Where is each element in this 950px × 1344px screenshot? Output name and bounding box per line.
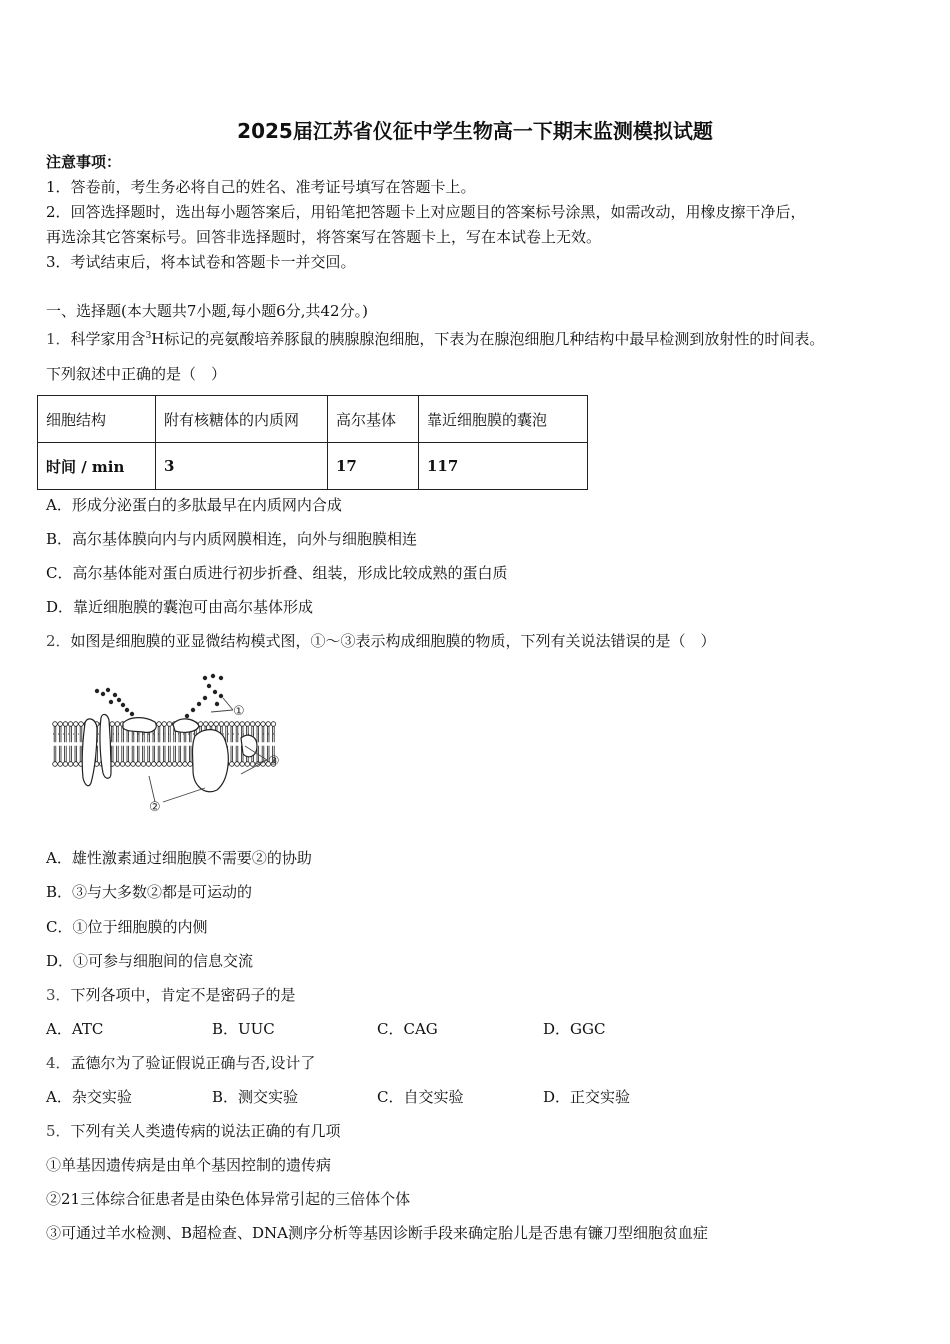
phospholipid-tail	[111, 726, 113, 742]
phospholipid-head	[230, 722, 235, 727]
phospholipid-head	[250, 722, 255, 727]
phospholipid-tail	[169, 746, 171, 762]
glycan-chains	[95, 674, 223, 718]
option-d[interactable]: D．正交实验	[543, 1088, 631, 1106]
table-header-cell: 靠近细胞膜的囊泡	[419, 396, 588, 443]
table-cell: 时间 / min	[38, 443, 156, 490]
phospholipid-head	[115, 762, 120, 767]
phospholipid-head	[167, 722, 172, 727]
phospholipid-head	[53, 762, 58, 767]
cell-membrane-figure	[45, 668, 295, 818]
phospholipid-tail	[80, 746, 82, 762]
phospholipid-head	[240, 722, 245, 727]
option-a[interactable]: A．雄性激素通过细胞膜不需要②的协助	[46, 849, 312, 867]
phospholipid-tail	[75, 726, 77, 742]
phospholipid-head	[261, 722, 266, 727]
phospholipid-head	[188, 762, 193, 767]
phospholipid-head	[230, 762, 235, 767]
phospholipid-head	[131, 762, 136, 767]
note-item: 2．回答选择题时，选出每小题答案后，用铅笔把答题卡上对应题目的答案标号涂黑，如需改动，用橡皮擦干净后，	[46, 203, 806, 221]
question-4-stem-text: 孟德尔为了验证假说正确与否,设计了	[70, 1054, 316, 1072]
phospholipid-head	[136, 762, 141, 767]
option-c[interactable]: C．自交实验	[377, 1088, 464, 1106]
phospholipid-head	[58, 762, 63, 767]
phospholipid-tail	[163, 726, 165, 742]
phospholipid-head	[219, 722, 224, 727]
phospholipid-tail	[122, 746, 124, 762]
notes-heading: 注意事项：	[46, 153, 122, 171]
option-c[interactable]: C．CAG	[377, 1020, 438, 1038]
statement-item: ①单基因遗传病是由单个基因控制的遗传病	[46, 1156, 332, 1174]
phospholipid-head	[74, 762, 79, 767]
phospholipid-head	[204, 722, 209, 727]
option-c[interactable]: C．①位于细胞膜的内侧	[46, 918, 208, 936]
peripheral-protein	[241, 735, 257, 757]
phospholipid-head	[146, 762, 151, 767]
phospholipid-tail	[70, 726, 72, 742]
phospholipid-head	[245, 762, 250, 767]
statement-item: ③可通过羊水检测、B超检查、DNA测序分析等基因诊断手段来确定胎儿是否患有镰刀型细胞贫血症	[46, 1224, 709, 1242]
phospholipid-head	[183, 762, 188, 767]
phospholipid-tail	[163, 746, 165, 762]
phospholipid-tail	[231, 726, 233, 742]
timing-table	[37, 395, 588, 490]
option-b[interactable]: B．高尔基体膜向内与内质网膜相连，向外与细胞膜相连	[46, 530, 418, 548]
superscript: 3	[145, 331, 152, 341]
label-1: ①	[233, 704, 245, 719]
question-number: 1．	[46, 330, 71, 348]
phospholipid-head	[58, 722, 63, 727]
question-number: 5．	[46, 1122, 71, 1140]
phospholipid-head	[63, 722, 68, 727]
phospholipid-tail	[59, 746, 61, 762]
phospholipid-head	[235, 762, 240, 767]
phospholipid-head	[235, 722, 240, 727]
phospholipid-head	[224, 722, 229, 727]
question-5-stem	[46, 1121, 341, 1141]
phospholipid-tail	[75, 746, 77, 762]
phospholipid-tail	[117, 726, 119, 742]
phospholipid-head	[152, 762, 157, 767]
question-2-stem-text: 如图是细胞膜的亚显微结构模式图，①～③表示构成细胞膜的物质，下列有关说法错误的是（ ）	[70, 632, 716, 650]
option-a[interactable]: A．形成分泌蛋白的多肽最早在内质网内合成	[46, 496, 342, 514]
phospholipid-head	[157, 762, 162, 767]
question-number: 3．	[46, 986, 71, 1004]
question-number: 4．	[46, 1054, 71, 1072]
phospholipid-tail	[143, 746, 145, 762]
phospholipid-tail	[54, 746, 56, 762]
question-5-stem-text: 下列有关人类遗传病的说法正确的有几项	[70, 1122, 341, 1140]
phospholipid-tail	[236, 746, 238, 762]
label-3: ③	[268, 754, 280, 769]
phospholipid-tail	[153, 746, 155, 762]
phospholipid-head	[68, 722, 73, 727]
phospholipid-head	[162, 762, 167, 767]
question-4-stem	[46, 1053, 315, 1073]
phospholipid-tail	[148, 746, 150, 762]
question-1-stem	[46, 326, 824, 349]
option-d[interactable]: D．①可参与细胞间的信息交流	[46, 952, 254, 970]
note-item: 再选涂其它答案标号。回答非选择题时，将答案写在答题卡上，写在本试卷上无效。	[46, 228, 602, 246]
phospholipid-tail	[127, 746, 129, 762]
phospholipid-head	[68, 762, 73, 767]
note-item: 3．考试结束后，将本试卷和答题卡一并交回。	[46, 253, 356, 271]
phospholipid-tail	[226, 726, 228, 742]
phospholipid-head	[209, 722, 214, 727]
question-2-stem	[46, 631, 716, 651]
option-b[interactable]: B．③与大多数②都是可运动的	[46, 883, 253, 901]
option-a[interactable]: A．ATC	[46, 1020, 104, 1038]
question-1-stem-part: 科学家用含	[70, 330, 146, 348]
integral-protein	[193, 730, 229, 792]
phospholipid-head	[110, 722, 115, 727]
phospholipid-head	[126, 762, 131, 767]
table-header-cell: 细胞结构	[38, 396, 156, 443]
phospholipid-head	[74, 722, 79, 727]
phospholipid-head	[271, 722, 276, 727]
channel-protein	[100, 714, 111, 778]
phospholipid-head	[214, 722, 219, 727]
phospholipid-head	[172, 762, 177, 767]
phospholipid-tail	[174, 746, 176, 762]
phospholipid-tail	[158, 746, 160, 762]
phospholipid-tail	[169, 726, 171, 742]
phospholipid-tail	[54, 726, 56, 742]
peripheral-protein	[123, 718, 156, 733]
phospholipid-head	[178, 762, 183, 767]
phospholipid-tail	[59, 726, 61, 742]
note-item: 1．答卷前，考生务必将自己的姓名、准考证号填写在答题卡上。	[46, 178, 476, 196]
phospholipid-tail	[70, 746, 72, 762]
phospholipid-tail	[137, 746, 139, 762]
phospholipid-head	[120, 762, 125, 767]
phospholipid-tail	[184, 746, 186, 762]
phospholipid-head	[167, 762, 172, 767]
phospholipid-tail	[65, 726, 67, 742]
statement-item: ②21三体综合征患者是由染色体异常引起的三倍体个体	[46, 1190, 411, 1208]
table-cell: 17	[328, 443, 419, 490]
phospholipid-tail	[262, 746, 264, 762]
question-number: 2．	[46, 632, 71, 650]
phospholipid-tail	[231, 746, 233, 762]
phospholipid-head	[240, 762, 245, 767]
option-c[interactable]: C．高尔基体能对蛋白质进行初步折叠、组装，形成比较成熟的蛋白质	[46, 564, 508, 582]
phospholipid-head	[162, 722, 167, 727]
phospholipid-tail	[236, 726, 238, 742]
option-b[interactable]: B．UUC	[212, 1020, 275, 1038]
page-title: 2025届江苏省仪征中学生物高一下期末监测模拟试题	[237, 119, 713, 143]
section-heading: 一、选择题(本大题共7小题,每小题6分,共42分。)	[46, 302, 368, 320]
phospholipid-head	[63, 762, 68, 767]
phospholipid-tail	[132, 746, 134, 762]
question-3-stem	[46, 985, 296, 1005]
phospholipid-tail	[179, 746, 181, 762]
phospholipid-tail	[189, 746, 191, 762]
table-header-cell: 高尔基体	[328, 396, 419, 443]
question-1-stem-2: 下列叙述中正确的是（ ）	[46, 365, 227, 383]
phospholipid-head	[141, 762, 146, 767]
phospholipid-head	[79, 722, 84, 727]
phospholipid-tail	[80, 726, 82, 742]
phospholipid-head	[245, 722, 250, 727]
phospholipid-tail	[65, 746, 67, 762]
channel-protein	[82, 719, 97, 786]
label-2: ②	[149, 800, 161, 815]
table-header-cell: 附有核糖体的内质网	[156, 396, 328, 443]
phospholipid-tail	[117, 746, 119, 762]
question-1-stem-part: H标记的亮氨酸培养豚鼠的胰腺腺泡细胞，下表为在腺泡细胞几种结构中最早检测到放射性的时间表。	[151, 330, 825, 348]
question-3-stem-text: 下列各项中，肯定不是密码子的是	[70, 986, 296, 1004]
phospholipid-head	[250, 762, 255, 767]
table-cell: 3	[156, 443, 328, 490]
phospholipid-tail	[257, 726, 259, 742]
peripheral-protein	[173, 719, 199, 732]
table-cell: 117	[419, 443, 588, 490]
phospholipid-head	[256, 722, 261, 727]
phospholipid-head	[115, 722, 120, 727]
phospholipid-head	[266, 722, 271, 727]
phospholipid-tail	[111, 746, 113, 762]
option-d[interactable]: D．GGC	[543, 1020, 606, 1038]
option-d[interactable]: D．靠近细胞膜的囊泡可由高尔基体形成	[46, 598, 314, 616]
phospholipid-head	[53, 722, 58, 727]
option-b[interactable]: B．测交实验	[212, 1088, 299, 1106]
option-a[interactable]: A．杂交实验	[46, 1088, 132, 1106]
phospholipid-head	[157, 722, 162, 727]
